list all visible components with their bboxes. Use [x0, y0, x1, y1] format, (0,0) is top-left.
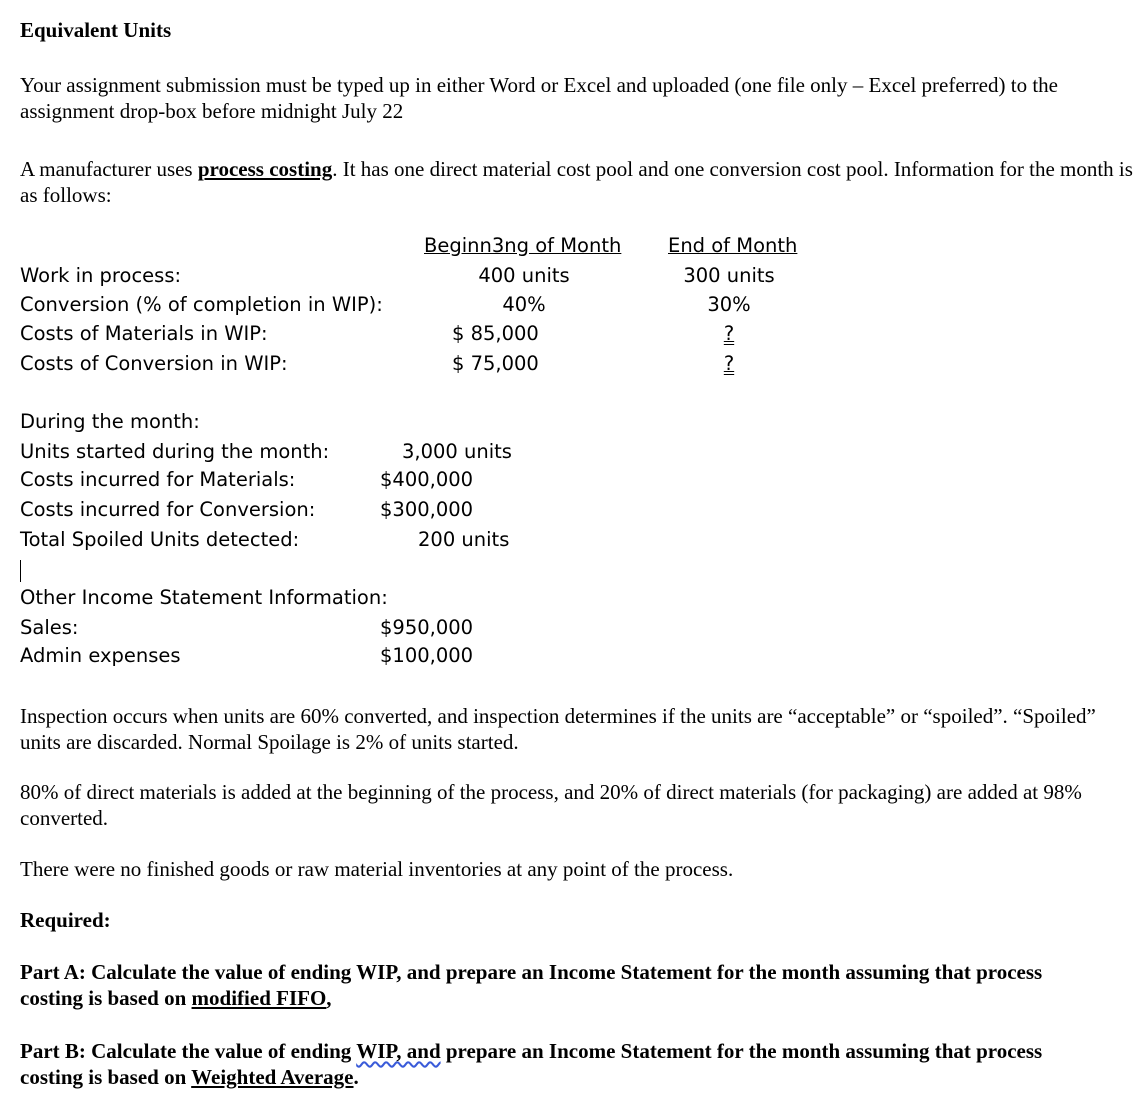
during-row-label: Units started during the month:: [20, 440, 330, 463]
materials-paragraph: 80% of direct materials is added at the beginning of the process, and 20% of direct materials (for packaging) are added at 98% converted.: [20, 780, 1082, 830]
text-cursor: [20, 560, 21, 582]
part-a-text: Part A: Calculate the value of ending WIP, and prepare an Income Statement for the month assuming that process costing is based on: [20, 960, 1043, 1010]
other-heading: Other Income Statement Information:: [20, 586, 388, 609]
during-row-label: Costs incurred for Materials:: [20, 468, 296, 491]
intro-paragraph: Your assignment submission must be typed up in either Word or Excel and uploaded (one file only – Excel preferred) to the assignment drop-box before midnight July 22: [20, 73, 1058, 123]
col-header-beginning: Beginn3ng of Month: [424, 234, 622, 257]
other-row-value: $950,000: [380, 616, 474, 639]
during-row-value: 3,000 units: [402, 440, 512, 463]
wip-end-value: 300 units: [683, 264, 775, 287]
description-after: . It has one direct material cost pool and one conversion cost pool. Information for the month is as follows:: [20, 157, 1133, 207]
wip-begin-value: $ 75,000: [452, 352, 539, 375]
wip-and-text: WIP, and: [356, 1039, 441, 1063]
during-row-value: 200 units: [418, 528, 510, 551]
inspection-paragraph: Inspection occurs when units are 60% converted, and inspection determines if the units are “acceptable” or “spoiled”. “Spoiled” units are discarded. Normal Spoilage is 2% of units started.: [20, 704, 1096, 754]
part-b-text: Part B: Calculate the value of ending: [20, 1039, 357, 1063]
wip-end-unknown: ?: [723, 322, 735, 345]
col-header-end: End of Month: [668, 234, 798, 257]
description-before: A manufacturer uses: [20, 157, 198, 181]
during-row-label: Costs incurred for Conversion:: [20, 498, 316, 521]
wip-begin-value: $ 85,000: [452, 322, 539, 345]
other-row-label: Sales:: [20, 616, 79, 639]
process-costing-link[interactable]: process costing: [197, 157, 333, 181]
during-row-value: $300,000: [380, 498, 474, 521]
wip-row-label: Conversion (% of completion in WIP):: [20, 293, 383, 316]
during-row-value: $400,000: [380, 468, 474, 491]
wip-begin-value: 400 units: [478, 264, 570, 287]
wip-row-label: Work in process:: [20, 264, 182, 287]
wip-begin-value: 40%: [502, 293, 546, 316]
description-paragraph: [20, 156, 1135, 208]
weighted-average-link[interactable]: Weighted Average: [191, 1065, 354, 1089]
part-b-middle: prepare an Income Statement for the month assuming that process costing is based on: [20, 1039, 1043, 1089]
other-row-value: $100,000: [380, 644, 474, 667]
wip-end-unknown: ?: [723, 352, 735, 375]
modified-fifo-link[interactable]: modified FIFO: [191, 986, 327, 1010]
part-b-after: .: [353, 1065, 359, 1089]
wip-end-value: 30%: [707, 293, 751, 316]
other-row-label: Admin expenses: [20, 644, 181, 667]
during-row-label: Total Spoiled Units detected:: [20, 528, 300, 551]
during-heading: During the month:: [20, 410, 200, 433]
wip-row-label: Costs of Conversion in WIP:: [20, 352, 288, 375]
required-heading: Required:: [20, 908, 111, 932]
part-a-after: ,: [326, 986, 332, 1010]
part-a: [20, 959, 1110, 1011]
wip-row-label: Costs of Materials in WIP:: [20, 322, 268, 345]
page-title: Equivalent Units: [20, 18, 172, 42]
part-b: [20, 1038, 1110, 1090]
inventories-paragraph: There were no finished goods or raw material inventories at any point of the process.: [20, 857, 734, 881]
